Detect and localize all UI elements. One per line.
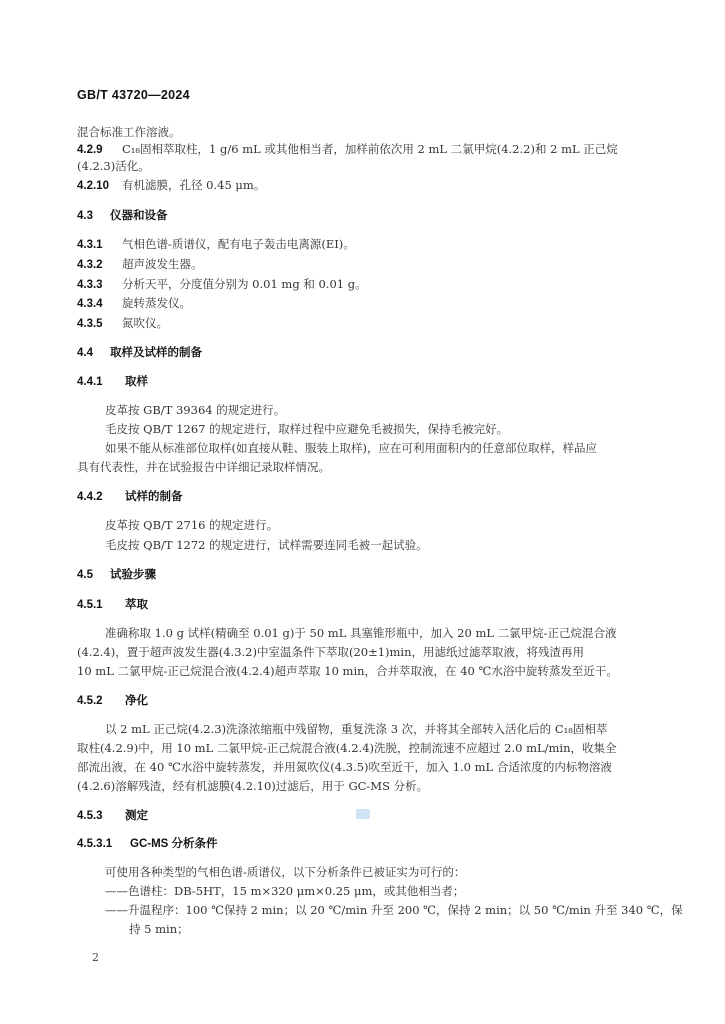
clause-number: 4.3.5 bbox=[77, 318, 103, 330]
section-number: 4.5 bbox=[77, 569, 93, 581]
subsubsection-title: GC-MS 分析条件 bbox=[130, 838, 218, 850]
section-number: 4.4 bbox=[77, 347, 93, 359]
list-item: ——色谱柱：DB-5HT，15 m×320 μm×0.25 μm，或其他相当者； bbox=[105, 884, 465, 898]
standard-number: GB/T 43720—2024 bbox=[77, 88, 190, 102]
clause-4-2-9 bbox=[77, 141, 618, 158]
paragraph-line: 10 mL 二氯甲烷-正己烷混合液(4.2.4)超声萃取 10 min，合并萃取液，在 40 ℃水浴中旋转蒸发至近干。 bbox=[77, 664, 618, 678]
section-number: 4.3 bbox=[77, 210, 93, 222]
paragraph-line: 以 2 mL 正己烷(4.2.3)洗涤浓缩瓶中残留物，重复洗涤 3 次，并将其全部转入活化后的 C₁₈固相萃 bbox=[105, 722, 608, 736]
section-title: 仪器和设备 bbox=[110, 210, 168, 222]
paragraph-line: 准确称取 1.0 g 试样(精确至 0.01 g)于 50 mL 具塞锥形瓶中，加入 20 mL 二氯甲烷-正己烷混合液 bbox=[105, 626, 617, 640]
clause-number: 4.3.3 bbox=[77, 279, 103, 291]
paragraph-line: 毛皮按 QB/T 1267 的规定进行，取样过程中应避免毛被损失，保持毛被完好。 bbox=[105, 422, 509, 436]
clause-text: 分析天平，分度值分别为 0.01 mg 和 0.01 g。 bbox=[122, 277, 367, 291]
paragraph-line: (4.2.6)溶解残渣，经有机滤膜(4.2.10)过滤后，用于 GC-MS 分析。 bbox=[77, 779, 429, 793]
list-item-continuation: 持 5 min； bbox=[129, 922, 189, 936]
subsection-heading-4-5-2 bbox=[77, 693, 148, 709]
subsection-heading-4-5-1 bbox=[77, 597, 148, 613]
subsection-number: 4.4.2 bbox=[77, 491, 103, 503]
paragraph-line: 部流出液，在 40 ℃水浴中旋转蒸发，并用氮吹仪(4.3.5)吹至近干，加入 1.0 mL 合适浓度的内标物溶液 bbox=[77, 760, 612, 774]
clause-text-continuation: (4.2.3)活化。 bbox=[77, 159, 150, 173]
clause-text: 超声波发生器。 bbox=[122, 257, 203, 271]
paragraph-line: 取柱(4.2.9)中，用 10 mL 二氯甲烷-正己烷混合液(4.2.4)洗脱，控制流速不应超过 2.0 mL/min，收集全 bbox=[77, 741, 617, 755]
page-number: 2 bbox=[92, 951, 99, 964]
subsection-title: 试样的制备 bbox=[125, 491, 183, 503]
section-heading-4-5 bbox=[77, 567, 156, 583]
paragraph-line: 如果不能从标准部位取样(如直接从鞋、服装上取样)，应在可利用面积内的任意部位取样，样品应 bbox=[105, 441, 597, 455]
subsection-heading-4-4-2 bbox=[77, 489, 183, 505]
watermark-badge bbox=[356, 809, 370, 819]
paragraph-line: 皮革按 QB/T 2716 的规定进行。 bbox=[105, 518, 279, 532]
clause-4-3-1 bbox=[77, 236, 355, 253]
clause-4-3-3 bbox=[77, 276, 367, 293]
clause-4-3-5 bbox=[77, 315, 168, 332]
section-title: 试验步骤 bbox=[110, 569, 156, 581]
clause-text: 有机滤膜，孔径 0.45 μm。 bbox=[122, 178, 266, 192]
subsubsection-number: 4.5.3.1 bbox=[77, 838, 113, 850]
paragraph-line: 毛皮按 QB/T 1272 的规定进行，试样需要连同毛被一起试验。 bbox=[105, 538, 428, 552]
subsection-title: 测定 bbox=[125, 810, 148, 822]
clause-number: 4.3.1 bbox=[77, 239, 103, 251]
subsection-number: 4.5.1 bbox=[77, 599, 103, 611]
clause-text: 氮吹仪。 bbox=[122, 316, 168, 330]
list-item: ——升温程序：100 ℃保持 2 min；以 20 ℃/min 升至 200 ℃，保持 2 min；以 50 ℃/min 升至 340 ℃，保 bbox=[105, 903, 683, 917]
clause-number: 4.3.2 bbox=[77, 259, 103, 271]
section-heading-4-3 bbox=[77, 208, 168, 224]
subsection-number: 4.4.1 bbox=[77, 376, 103, 388]
paragraph-line: 具有代表性，并在试验报告中详细记录取样情况。 bbox=[77, 460, 330, 474]
subsection-title: 净化 bbox=[125, 695, 148, 707]
subsection-number: 4.5.2 bbox=[77, 695, 103, 707]
clause-number: 4.3.4 bbox=[77, 298, 103, 310]
subsection-number: 4.5.3 bbox=[77, 810, 103, 822]
clause-4-3-2 bbox=[77, 256, 203, 273]
continuation-text: 混合标准工作溶液。 bbox=[77, 125, 181, 139]
paragraph-line: 可使用各种类型的气相色谱-质谱仪，以下分析条件已被证实为可行的： bbox=[105, 865, 466, 879]
clause-text: C₁₈固相萃取柱，1 g/6 mL 或其他相当者，加样前依次用 2 mL 二氯甲烷(4.2.2)和 2 mL 正己烷 bbox=[122, 142, 618, 156]
subsection-title: 萃取 bbox=[125, 599, 148, 611]
subsection-title: 取样 bbox=[125, 376, 148, 388]
clause-text: 气相色谱-质谱仪，配有电子轰击电离源(EI)。 bbox=[122, 237, 355, 251]
paragraph-line: 皮革按 GB/T 39364 的规定进行。 bbox=[105, 403, 286, 417]
subsection-heading-4-4-1 bbox=[77, 374, 148, 390]
clause-number: 4.2.9 bbox=[77, 144, 103, 156]
subsection-heading-4-5-3 bbox=[77, 808, 148, 824]
paragraph-line: (4.2.4)，置于超声波发生器(4.3.2)中室温条件下萃取(20±1)min，用滤纸过滤萃取液，将残渣再用 bbox=[77, 645, 585, 659]
clause-number: 4.2.10 bbox=[77, 180, 109, 192]
clause-4-2-10 bbox=[77, 177, 265, 194]
clause-4-3-4 bbox=[77, 295, 191, 312]
section-heading-4-4 bbox=[77, 345, 202, 361]
subsubsection-heading-4-5-3-1 bbox=[77, 836, 218, 852]
clause-text: 旋转蒸发仪。 bbox=[122, 296, 191, 310]
section-title: 取样及试样的制备 bbox=[110, 347, 202, 359]
